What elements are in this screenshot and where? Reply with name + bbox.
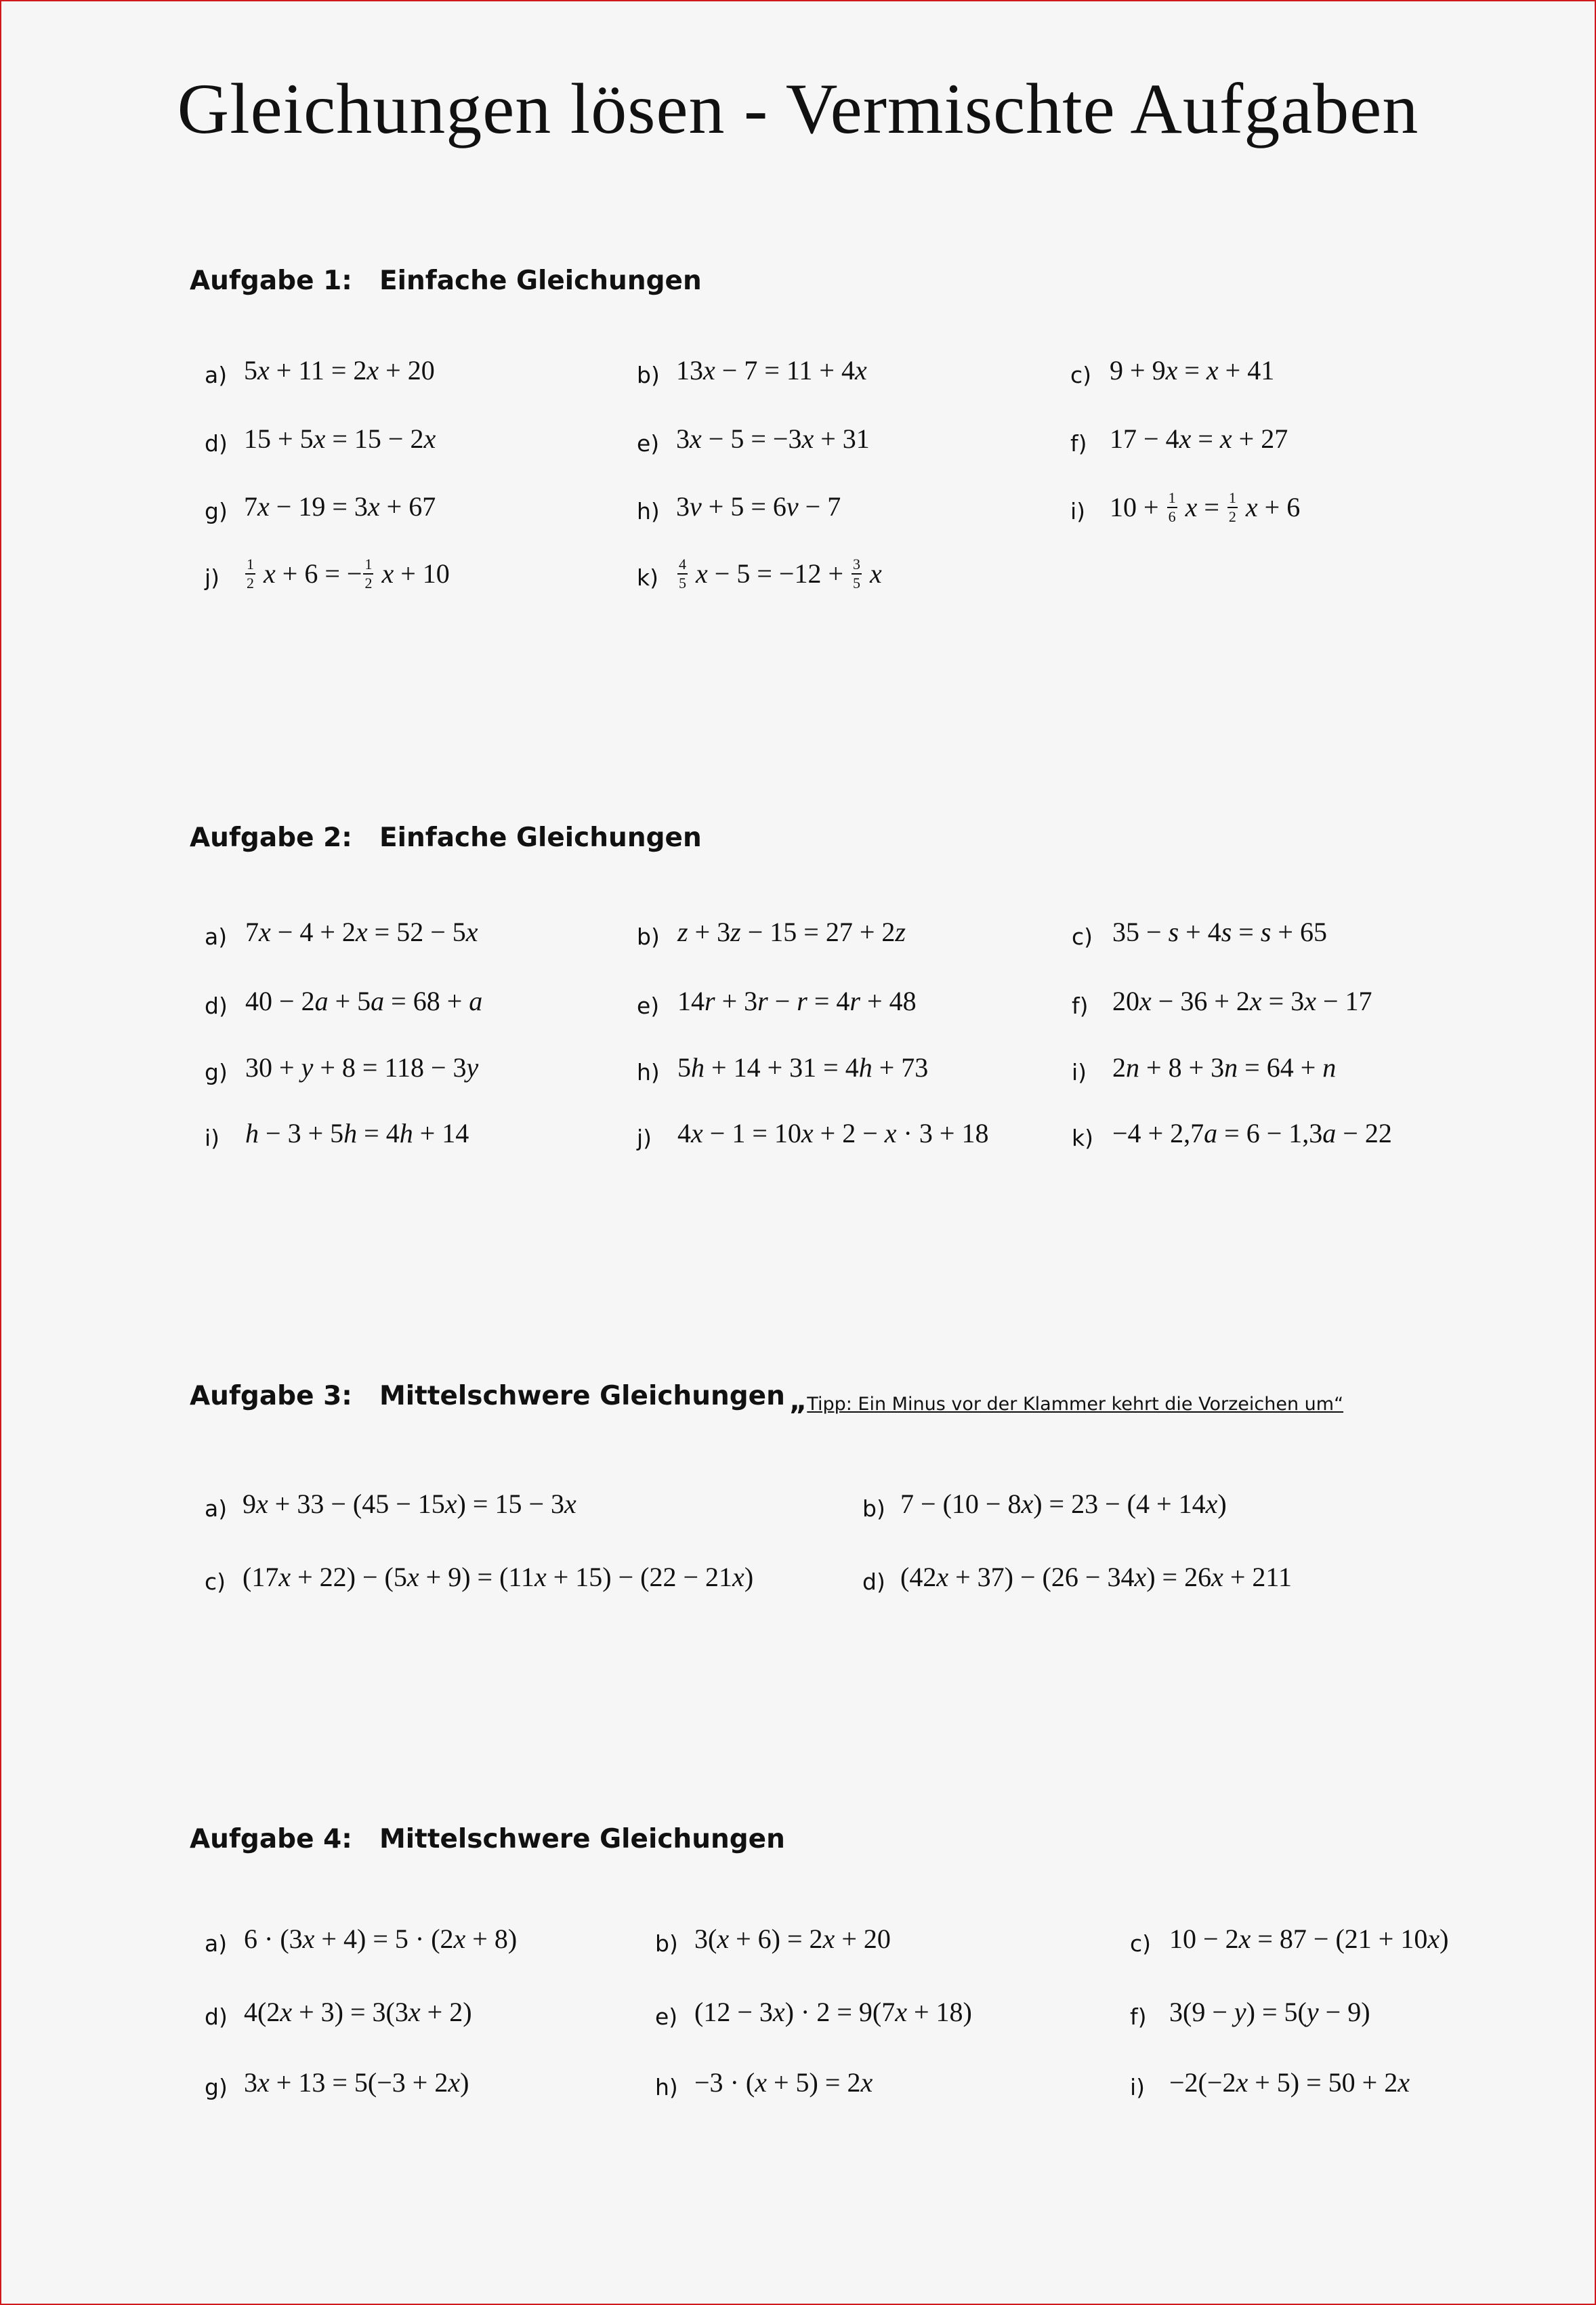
item-label: i)	[1072, 1059, 1087, 1085]
section-heading-3	[190, 1381, 785, 1411]
item-equation: 7x − 19 = 3x + 67	[244, 491, 436, 522]
item-equation: (17x + 22) − (5x + 9) = (11x + 15) − (22 − 21x)	[243, 1562, 754, 1592]
item-equation: $\frac{1}{2}$ x + 6 = − $\frac{1}{2}$ x + 10	[247, 556, 450, 591]
item-label: d)	[205, 993, 228, 1019]
item-label: i)	[1130, 2074, 1146, 2100]
item-label: c)	[205, 1569, 226, 1595]
item-label: c)	[1130, 1930, 1152, 1957]
section-label: Aufgabe 3:	[190, 1381, 352, 1411]
fraction: $\frac{1}{2}$	[247, 556, 254, 591]
item-equation: (42x + 37) − (26 − 34x) = 26x + 211	[900, 1562, 1292, 1592]
item-equation: 5x + 11 = 2x + 20	[244, 355, 435, 386]
item-equation: 9x + 33 − (45 − 15x) = 15 − 3x	[243, 1489, 576, 1519]
section-subtitle: Mittelschwere Gleichungen	[379, 1381, 785, 1411]
item-equation: 9 + 9x = x + 41	[1110, 355, 1275, 386]
fraction: $\frac{1}{2}$	[1228, 489, 1236, 525]
section-subtitle: Mittelschwere Gleichungen	[379, 1824, 785, 1854]
item-equation: 14r + 3r − r = 4r + 48	[677, 986, 917, 1016]
item-label: g)	[205, 2074, 228, 2100]
item-equation: 10 − 2x = 87 − (21 + 10x)	[1169, 1924, 1449, 1954]
fraction: $\frac{3}{5}$	[853, 556, 861, 591]
item-label: i)	[1070, 498, 1086, 524]
item-equation: 4x − 1 = 10x + 2 − x · 3 + 18	[677, 1118, 989, 1148]
item-label: g)	[205, 1059, 228, 1085]
item-equation: −4 + 2,7a = 6 − 1,3a − 22	[1112, 1118, 1392, 1148]
item-label: j)	[637, 1125, 652, 1151]
item-label: b)	[637, 362, 660, 388]
item-label: b)	[637, 923, 660, 950]
item-equation: 3x + 13 = 5(−3 + 2x)	[244, 2067, 469, 2098]
item-equation: (12 − 3x) · 2 = 9(7x + 18)	[694, 1997, 972, 2027]
item-equation: $\frac{4}{5}$ x − 5 = −12 + $\frac{3}{5}$ x	[679, 556, 882, 591]
item-equation: 30 + y + 8 = 118 − 3y	[245, 1052, 479, 1083]
item-label: e)	[637, 993, 660, 1019]
item-label: a)	[205, 1930, 228, 1957]
item-label: a)	[205, 923, 228, 950]
section-subtitle: Einfache Gleichungen	[379, 266, 702, 296]
item-label: k)	[1072, 1125, 1093, 1151]
item-equation: 13x − 7 = 11 + 4x	[676, 355, 867, 386]
item-label: i)	[205, 1125, 220, 1151]
item-label: d)	[205, 2003, 228, 2030]
item-equation: 2n + 8 + 3n = 64 + n	[1112, 1052, 1337, 1083]
item-equation: 5h + 14 + 31 = 4h + 73	[677, 1052, 929, 1083]
tip-quote-mark: „	[789, 1386, 807, 1417]
item-label: b)	[655, 1930, 678, 1957]
item-label: f)	[1072, 993, 1089, 1019]
page-title: Gleichungen lösen - Vermischte Aufgaben	[177, 69, 1419, 148]
item-label: k)	[637, 564, 658, 591]
item-label: h)	[637, 1059, 660, 1085]
item-equation: 10 + $\frac{1}{6}$ x = $\frac{1}{2}$ x + 6	[1110, 489, 1301, 525]
item-label: c)	[1070, 362, 1092, 388]
item-equation: 15 + 5x = 15 − 2x	[244, 423, 436, 454]
section-heading-1	[190, 266, 702, 296]
fraction: $\frac{4}{5}$	[679, 556, 686, 591]
item-equation: 17 − 4x = x + 27	[1110, 423, 1288, 454]
item-equation: 4(2x + 3) = 3(3x + 2)	[244, 1997, 472, 2027]
tip-text: Tipp: Ein Minus vor der Klammer kehrt die Vorzeichen um“	[807, 1394, 1344, 1415]
item-equation: −3 · (x + 5) = 2x	[694, 2067, 873, 2098]
item-label: b)	[862, 1495, 885, 1522]
item-equation: 20x − 36 + 2x = 3x − 17	[1112, 986, 1372, 1016]
item-label: a)	[205, 362, 228, 388]
section-label: Aufgabe 4:	[190, 1824, 352, 1854]
item-equation: h − 3 + 5h = 4h + 14	[245, 1118, 469, 1148]
item-equation: 3(9 − y) = 5(y − 9)	[1169, 1997, 1370, 2027]
item-label: f)	[1130, 2003, 1147, 2030]
item-label: e)	[655, 2003, 678, 2030]
item-equation: 3(x + 6) = 2x + 20	[694, 1924, 891, 1954]
item-label: h)	[637, 498, 660, 524]
section-heading-2	[190, 823, 702, 853]
item-equation: 7x − 4 + 2x = 52 − 5x	[245, 917, 478, 947]
item-equation: 3x − 5 = −3x + 31	[676, 423, 870, 454]
section-subtitle: Einfache Gleichungen	[379, 823, 702, 853]
fraction: $\frac{1}{2}$	[364, 556, 373, 591]
fraction: $\frac{1}{6}$	[1168, 489, 1176, 525]
item-label: d)	[862, 1569, 885, 1595]
item-equation: z + 3z − 15 = 27 + 2z	[677, 917, 906, 947]
item-equation: 3v + 5 = 6v − 7	[676, 491, 841, 522]
item-label: f)	[1070, 430, 1087, 457]
section-heading-4	[190, 1824, 785, 1854]
item-equation: 6 · (3x + 4) = 5 · (2x + 8)	[244, 1924, 518, 1954]
item-equation: 40 − 2a + 5a = 68 + a	[245, 986, 483, 1016]
item-equation: 7 − (10 − 8x) = 23 − (4 + 14x)	[900, 1489, 1227, 1519]
tip-note	[789, 1386, 1343, 1417]
item-label: c)	[1072, 923, 1093, 950]
item-label: d)	[205, 430, 228, 457]
item-label: a)	[205, 1495, 228, 1522]
item-label: g)	[205, 498, 228, 524]
item-label: h)	[655, 2074, 678, 2100]
section-label: Aufgabe 1:	[190, 266, 352, 296]
section-label: Aufgabe 2:	[190, 823, 352, 853]
item-label: e)	[637, 430, 660, 457]
item-label: j)	[205, 564, 220, 591]
item-equation: 35 − s + 4s = s + 65	[1112, 917, 1327, 947]
item-equation: −2(−2x + 5) = 50 + 2x	[1169, 2067, 1410, 2098]
